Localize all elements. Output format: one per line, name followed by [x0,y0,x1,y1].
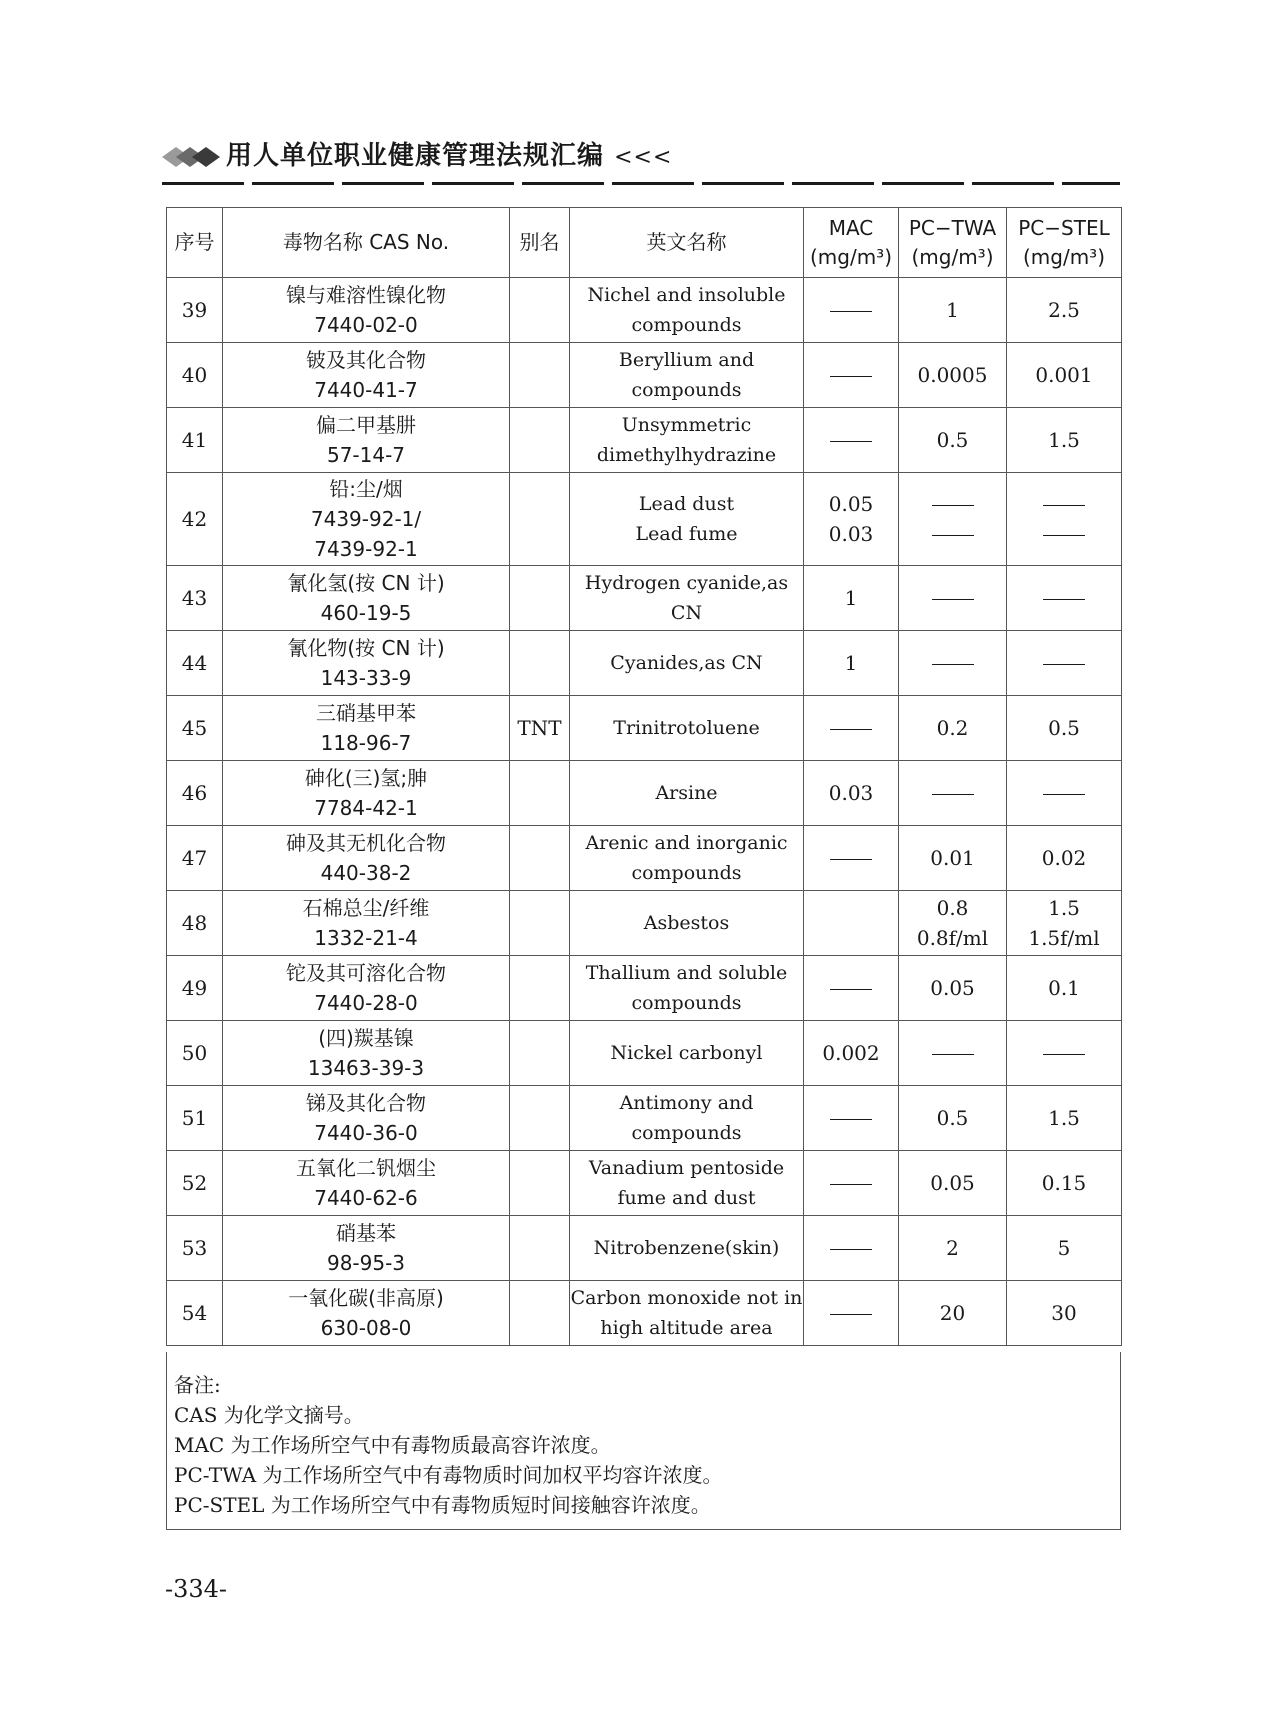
col-header-pc-stel: PC−STEL (mg/m³) [1007,208,1122,278]
table-row [167,631,1122,696]
cell-english-name: Nichel and insoluble compounds [570,278,804,343]
cell-name-cas: 硝基苯 98-95-3 [223,1216,510,1281]
cell-alias [510,1281,570,1346]
empty-value [804,843,898,873]
empty-value [804,1103,898,1133]
col-header-no: 序号 [167,208,223,278]
cell-name-cas: 偏二甲基肼 57-14-7 [223,408,510,473]
note-line: MAC 为工作场所空气中有毒物质最高容许浓度。 [174,1433,611,1457]
cell-name-cas: 铍及其化合物 7440-41-7 [223,343,510,408]
empty-value [804,713,898,743]
dash-mark [830,1249,872,1250]
cell-name-cas: 五氧化二钒烟尘 7440-62-6 [223,1151,510,1216]
dash-mark [1043,505,1085,506]
dash-mark [830,989,872,990]
cell-pc-stel: 2.5 [1007,278,1122,343]
toxic-substance-table [166,207,1122,1346]
empty-value [804,295,898,325]
unit-pc-twa: (mg/m³) [911,244,994,269]
cell-pc-stel: 0.15 [1007,1151,1122,1216]
empty-value [804,973,898,1003]
table-row [167,566,1122,631]
cell-pc-twa: 0.05 [899,1151,1007,1216]
dash-mark [830,376,872,377]
cell-english-name: Antimony and compounds [570,1086,804,1151]
cell-no: 52 [167,1151,223,1216]
empty-value [1007,648,1121,678]
empty-value [1007,489,1121,519]
dash-mark [932,794,974,795]
cell-name-cas: 三硝基甲苯 118-96-7 [223,696,510,761]
notes-title: 备注: [174,1373,221,1397]
header-arrows: <<< [614,145,673,170]
cell-no: 42 [167,473,223,566]
table-row [167,891,1122,956]
cell-english-name: Nitrobenzene(skin) [570,1216,804,1281]
cell-no: 44 [167,631,223,696]
table-row [167,408,1122,473]
cell-alias [510,826,570,891]
empty-value [804,360,898,390]
unit-pc-stel: (mg/m³) [1022,244,1106,269]
empty-value [804,1233,898,1263]
col-header-alias: 别名 [510,208,570,278]
cell-alias [510,473,570,566]
cell-pc-stel [1007,566,1122,631]
cell-pc-twa: 0.8 0.8f/ml [899,891,1007,956]
cell-mac: 1 [804,631,899,696]
dash-mark [830,859,872,860]
cell-mac [804,408,899,473]
cell-no: 46 [167,761,223,826]
cell-pc-twa: 0.2 [899,696,1007,761]
empty-value [804,1168,898,1198]
cell-pc-stel: 30 [1007,1281,1122,1346]
table-row [167,761,1122,826]
cell-mac: 0.002 [804,1021,899,1086]
empty-value [804,1298,898,1328]
cell-mac [804,278,899,343]
cell-english-name: Unsymmetric dimethylhydrazine [570,408,804,473]
cell-pc-stel: 0.1 [1007,956,1122,1021]
cell-no: 54 [167,1281,223,1346]
empty-value [1007,583,1121,613]
dash-mark [932,1054,974,1055]
cell-name-cas: (四)羰基镍 13463-39-3 [223,1021,510,1086]
dash-mark [1043,664,1085,665]
table-row [167,1216,1122,1281]
dash-mark [830,441,872,442]
cell-alias [510,343,570,408]
empty-value [1007,1038,1121,1068]
cell-english-name: Trinitrotoluene [570,696,804,761]
cell-no: 45 [167,696,223,761]
cell-pc-stel [1007,631,1122,696]
col-header-english-name: 英文名称 [570,208,804,278]
col-header-pc-twa: PC−TWA (mg/m³) [899,208,1007,278]
dash-mark [932,535,974,536]
cell-mac [804,1216,899,1281]
cell-no: 49 [167,956,223,1021]
cell-name-cas: 氰化物(按 CN 计) 143-33-9 [223,631,510,696]
cell-no: 51 [167,1086,223,1151]
cell-name-cas: 镍与难溶性镍化物 7440-02-0 [223,278,510,343]
cell-no: 53 [167,1216,223,1281]
cell-mac [804,696,899,761]
cell-pc-stel: 1.5 1.5f/ml [1007,891,1122,956]
dash-mark [830,1314,872,1315]
cell-pc-stel: 5 [1007,1216,1122,1281]
table-row [167,278,1122,343]
cell-pc-stel [1007,761,1122,826]
note-line: PC-STEL 为工作场所空气中有毒物质短时间接触容许浓度。 [174,1493,711,1517]
cell-english-name: Thallium and soluble compounds [570,956,804,1021]
dash-mark [932,599,974,600]
cell-alias [510,891,570,956]
cell-no: 50 [167,1021,223,1086]
dash-mark [1043,794,1085,795]
cell-pc-twa: 0.01 [899,826,1007,891]
empty-value [1007,519,1121,549]
dash-mark [830,1119,872,1120]
cell-alias [510,566,570,631]
header-title [226,139,672,175]
empty-value [899,778,1006,808]
cell-alias [510,631,570,696]
cell-english-name: Carbon monoxide not in high altitude area [570,1281,804,1346]
cell-alias [510,1216,570,1281]
table-row [167,1151,1122,1216]
empty-value [899,583,1006,613]
cell-pc-twa: 0.05 [899,956,1007,1021]
empty-value [1007,778,1121,808]
cell-name-cas: 氰化氢(按 CN 计) 460-19-5 [223,566,510,631]
cell-pc-stel: 0.02 [1007,826,1122,891]
cell-pc-twa: 2 [899,1216,1007,1281]
cell-pc-twa [899,473,1007,566]
table-row [167,343,1122,408]
cell-name-cas: 砷化(三)氢;胂 7784-42-1 [223,761,510,826]
table-row [167,696,1122,761]
table-row [167,1021,1122,1086]
unit-mac: (mg/m³) [809,244,893,269]
table-row [167,826,1122,891]
cell-pc-stel: 1.5 [1007,408,1122,473]
cell-mac [804,891,899,956]
table-row [167,1086,1122,1151]
cell-alias [510,761,570,826]
empty-value [899,648,1006,678]
cell-pc-twa: 0.5 [899,408,1007,473]
cell-english-name: Vanadium pentoside fume and dust [570,1151,804,1216]
cell-mac: 1 [804,566,899,631]
cell-pc-stel: 0.001 [1007,343,1122,408]
page-header [162,139,1120,187]
dash-mark [1043,1054,1085,1055]
cell-no: 41 [167,408,223,473]
cell-pc-stel: 0.5 [1007,696,1122,761]
cell-mac [804,343,899,408]
table-row [167,956,1122,1021]
cell-alias [510,1021,570,1086]
page-number: -334- [165,1575,228,1603]
cell-english-name: Arenic and inorganic compounds [570,826,804,891]
table-notes [166,1352,1121,1530]
cell-mac: 0.05 0.03 [804,473,899,566]
table-row [167,1281,1122,1346]
cell-pc-stel [1007,1021,1122,1086]
cell-pc-twa [899,566,1007,631]
cell-alias [510,956,570,1021]
dash-mark [1043,535,1085,536]
cell-no: 47 [167,826,223,891]
cell-name-cas: 铅:尘/烟 7439-92-1/ 7439-92-1 [223,473,510,566]
cell-mac [804,826,899,891]
dash-mark [1043,599,1085,600]
cell-pc-twa [899,761,1007,826]
cell-mac [804,1086,899,1151]
cell-no: 39 [167,278,223,343]
cell-english-name: Nickel carbonyl [570,1021,804,1086]
cell-alias [510,278,570,343]
cell-pc-twa [899,1021,1007,1086]
cell-alias [510,408,570,473]
cell-english-name: Arsine [570,761,804,826]
empty-value [804,425,898,455]
cell-pc-stel [1007,473,1122,566]
cell-name-cas: 铊及其可溶化合物 7440-28-0 [223,956,510,1021]
cell-alias [510,1086,570,1151]
cell-pc-twa: 0.0005 [899,343,1007,408]
cell-pc-twa: 0.5 [899,1086,1007,1151]
empty-value [899,489,1006,519]
header-title-text: 用人单位职业健康管理法规汇编 [226,141,605,171]
cell-mac [804,1281,899,1346]
cell-english-name: Cyanides,as CN [570,631,804,696]
cell-mac [804,956,899,1021]
col-header-name-cas: 毒物名称 CAS No. [223,208,510,278]
cell-mac [804,1151,899,1216]
dash-mark [830,311,872,312]
empty-value [899,519,1006,549]
cell-name-cas: 一氧化碳(非高原) 630-08-0 [223,1281,510,1346]
cell-english-name: Asbestos [570,891,804,956]
cell-pc-stel: 1.5 [1007,1086,1122,1151]
cell-english-name: Lead dust Lead fume [570,473,804,566]
cell-alias: TNT [510,696,570,761]
col-header-mac: MAC (mg/m³) [804,208,899,278]
cell-no: 48 [167,891,223,956]
cell-no: 43 [167,566,223,631]
cell-pc-twa: 20 [899,1281,1007,1346]
table-row [167,473,1122,566]
cell-mac: 0.03 [804,761,899,826]
cell-name-cas: 石棉总尘/纤维 1332-21-4 [223,891,510,956]
cell-pc-twa: 1 [899,278,1007,343]
empty-value [899,1038,1006,1068]
dash-mark [932,664,974,665]
dash-mark [830,729,872,730]
note-line: CAS 为化学文摘号。 [174,1403,364,1427]
cell-no: 40 [167,343,223,408]
dash-mark [830,1184,872,1185]
table-header-row [167,208,1122,278]
cell-name-cas: 砷及其无机化合物 440-38-2 [223,826,510,891]
dash-mark [932,505,974,506]
cell-english-name: Beryllium and compounds [570,343,804,408]
cell-name-cas: 锑及其化合物 7440-36-0 [223,1086,510,1151]
cell-english-name: Hydrogen cyanide,as CN [570,566,804,631]
cell-alias [510,1151,570,1216]
cell-pc-twa [899,631,1007,696]
header-rule [162,182,1120,185]
note-line: PC-TWA 为工作场所空气中有毒物质时间加权平均容许浓度。 [174,1463,723,1487]
header-diamond-logo-icon [162,145,224,169]
